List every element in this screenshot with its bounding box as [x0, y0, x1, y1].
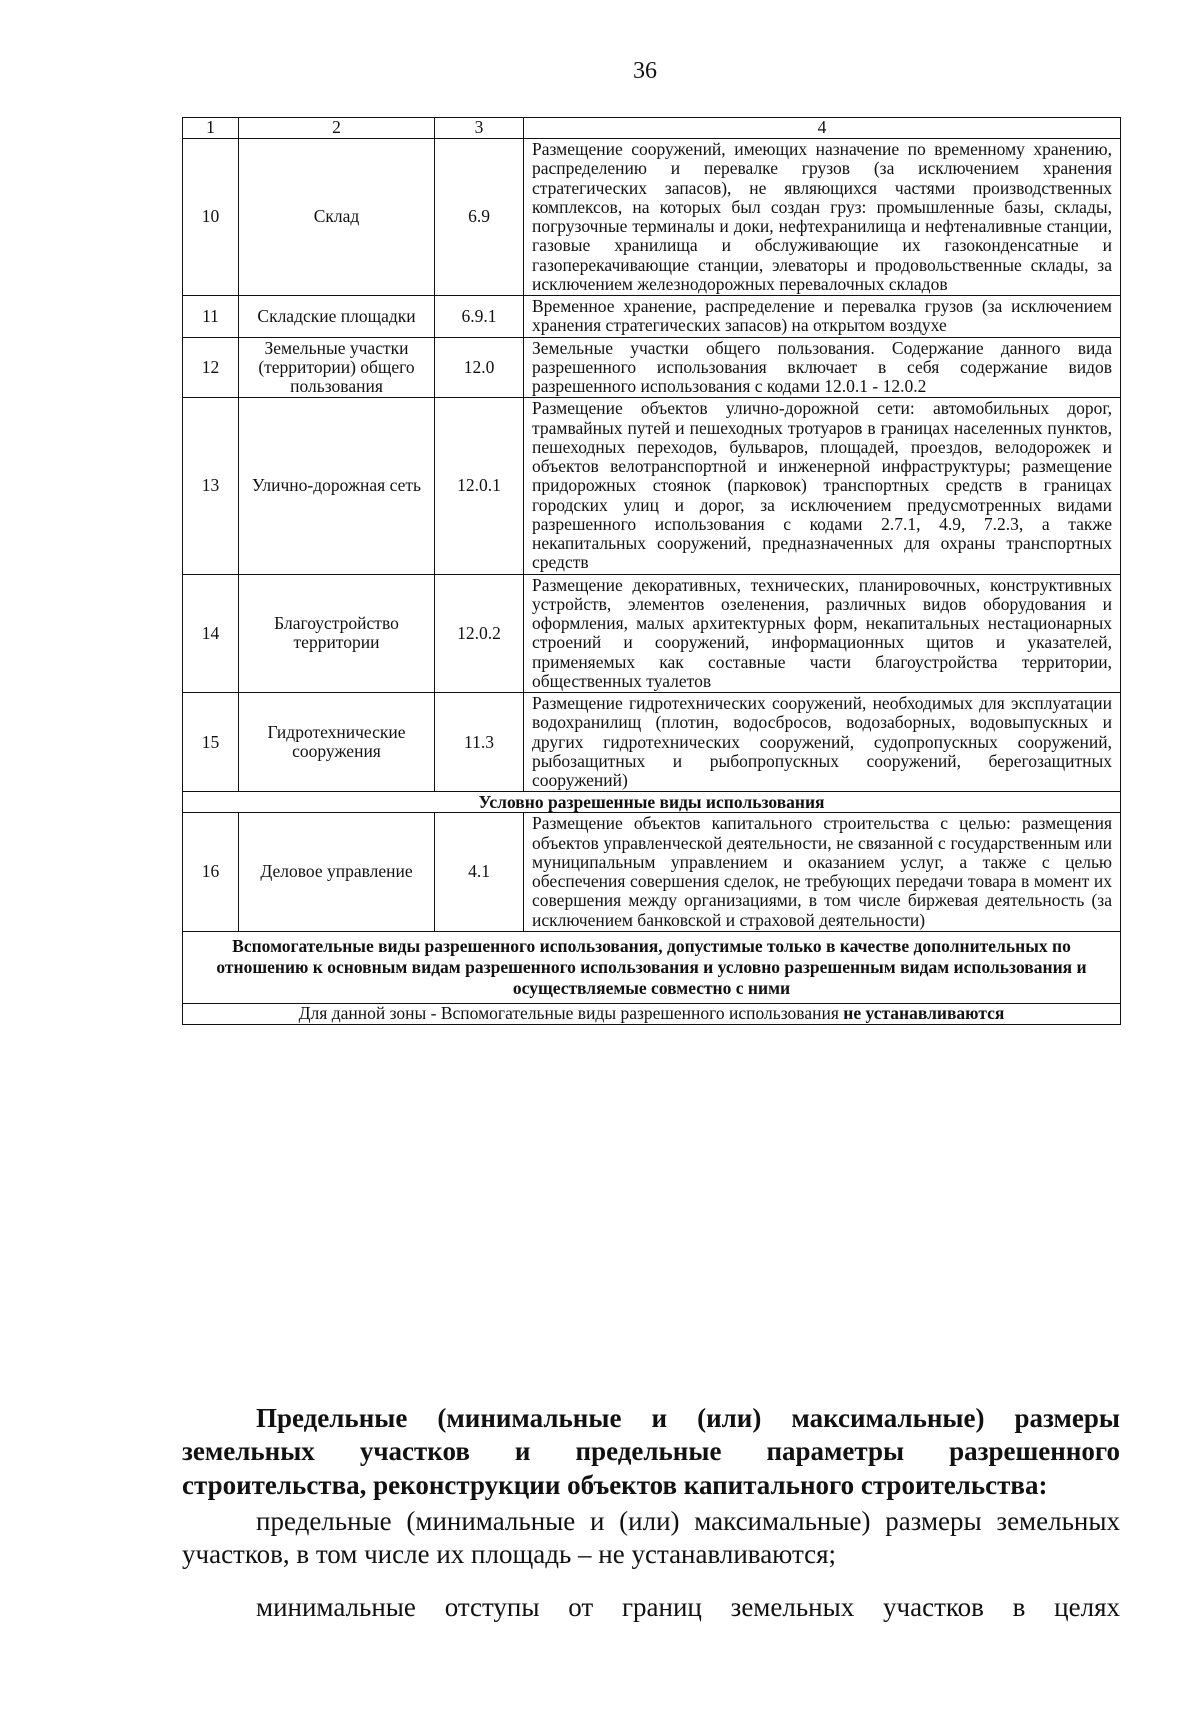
heading-line-1: Предельные (минимальные и (или) максимальные) размеры	[256, 1403, 1120, 1433]
row-use-name: Земельные участки (территории) общего пользования	[239, 337, 435, 398]
section-row-conditional	[183, 792, 1121, 813]
row-number: 14	[183, 574, 239, 693]
conditional-rows	[183, 813, 1121, 932]
zone-note-prefix: Для данной зоны - Вспомогательные виды разрешенного использования	[298, 1003, 844, 1024]
table-row	[183, 693, 1121, 792]
row-use-description: Размещение декоративных, технических, планировочных, конструктивных устройств, элементов озеленения, различных видов оборудования и оформления, малых архитектурных форм, некапитальных нестационарных строений и сооружений, информационных щитов и указателей, применяемых как составные части благоустройства территории, общественных туалетов	[524, 574, 1121, 693]
paragraph-setbacks: минимальные отступы от границ земельных участков в целях	[256, 1592, 1120, 1622]
row-use-code: 12.0.1	[435, 398, 524, 574]
heading-line-2: земельных участков и предельные параметры разрешенного	[182, 1436, 1120, 1467]
table-row	[183, 139, 1121, 296]
zone-note	[183, 1003, 1121, 1024]
table-row	[183, 574, 1121, 693]
row-number: 16	[183, 813, 239, 932]
row-use-name: Благоустройство территории	[239, 574, 435, 693]
row-use-code: 6.9	[435, 139, 524, 296]
row-use-code: 4.1	[435, 813, 524, 932]
header-col-4: 4	[524, 118, 1121, 139]
row-use-description: Временное хранение, распределение и перевалка грузов (за исключением хранения стратегических запасов) на открытом воздухе	[524, 296, 1121, 338]
row-use-description: Земельные участки общего пользования. Содержание данного вида разрешенного использования включает в себя содержание видов разрешенного использования с кодами 12.0.1 - 12.0.2	[524, 337, 1121, 398]
table-row	[183, 296, 1121, 338]
section-conditional-title: Условно разрешенные виды использования	[183, 792, 1121, 813]
row-use-code: 6.9.1	[435, 296, 524, 338]
land-use-table	[182, 117, 1121, 1025]
row-use-code: 12.0	[435, 337, 524, 398]
zone-note-row	[183, 1003, 1121, 1024]
row-use-description: Размещение гидротехнических сооружений, необходимых для эксплуатации водохранилищ (плотин, водосбросов, водозаборных, водовыпускных и других гидротехнических сооружений, судопропускных сооружений, рыбозащитных и рыбопропускных сооружений, берегозащитных сооружений)	[524, 693, 1121, 792]
header-col-2: 2	[239, 118, 435, 139]
row-use-description: Размещение объектов улично-дорожной сети: автомобильных дорог, трамвайных путей и пешеходных тротуаров в границах населенных пунктов, пешеходных переходов, бульваров, площадей, проездов, велодорожек и объектов велотранспортной и инженерной инфраструктуры; размещение придорожных стоянок (парковок) транспортных средств в границах городских улиц и дорог, за исключением предусмотренных видами разрешенного использования с кодами 2.7.1, 4.9, 7.2.3, а также некапитальных сооружений, предназначенных для охраны транспортных средств	[524, 398, 1121, 574]
row-use-description: Размещение сооружений, имеющих назначение по временному хранению, распределению и перевалке грузов (за исключением хранения стратегических запасов), не являющихся частями производственных комплексов, на которых был создан груз: промышленные базы, склады, погрузочные терминалы и доки, нефтехранилища и нефтеналивные станции, газовые хранилища и обслуживающие их газоконденсатные и газоперекачивающие станции, элеваторы и продовольственные склады, за исключением железнодорожных перевалочных складов	[524, 139, 1121, 296]
table-row	[183, 337, 1121, 398]
section-auxiliary-title: Вспомогательные виды разрешенного использования, допустимые только в качестве дополнительных по отношению к основным видам разрешенного использования и условно разрешенным видам использования и осуществляемые совместно с ними	[183, 931, 1121, 1003]
row-number: 10	[183, 139, 239, 296]
row-use-description: Размещение объектов капитального строительства с целью: размещения объектов управленческой деятельности, не связанной с государственным или муниципальным управлением и оказанием услуг, а также с целью обеспечения совершения сделок, не требующих передачи товара в момент их совершения между организациями, в том числе биржевая деятельность (за исключением банковской и страховой деятельности)	[524, 813, 1121, 932]
zone-note-bold: не устанавливаются	[843, 1003, 1005, 1024]
main-rows	[183, 139, 1121, 792]
row-use-name: Деловое управление	[239, 813, 435, 932]
row-number: 11	[183, 296, 239, 338]
row-number: 13	[183, 398, 239, 574]
row-use-code: 12.0.2	[435, 574, 524, 693]
table-header-row	[183, 118, 1121, 139]
row-use-name: Улично-дорожная сеть	[239, 398, 435, 574]
row-number: 12	[183, 337, 239, 398]
section-row-auxiliary	[183, 931, 1121, 1003]
heading-line-3: строительства, реконструкции объектов капитального строительства:	[182, 1469, 1048, 1500]
row-use-code: 11.3	[435, 693, 524, 792]
page-number: 36	[633, 58, 657, 84]
header-col-3: 3	[435, 118, 524, 139]
header-col-1: 1	[183, 118, 239, 139]
row-use-name: Складские площадки	[239, 296, 435, 338]
section-heading	[182, 1402, 1120, 1502]
table-row	[183, 398, 1121, 574]
row-use-name: Гидротехнические сооружения	[239, 693, 435, 792]
table-row	[183, 813, 1121, 932]
row-use-name: Склад	[239, 139, 435, 296]
row-number: 15	[183, 693, 239, 792]
paragraph-plot-sizes: предельные (минимальные и (или) максимальные) размеры земельных участков, в том числе их площадь – не устанавливаются;	[182, 1506, 1120, 1570]
